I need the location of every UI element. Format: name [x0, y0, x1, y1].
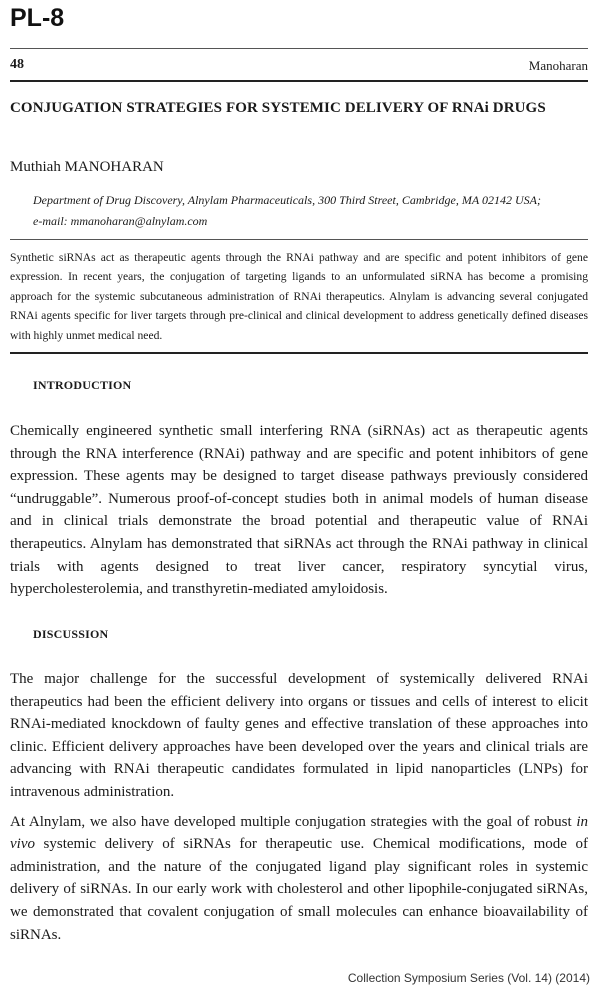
affiliation-address: Department of Drug Discovery, Alnylam Pharmaceuticals, 300 Third Street, Cambridge, MA 02142 USA; — [33, 193, 541, 207]
paper-code: PL-8 — [10, 4, 65, 32]
discussion-paragraph-2-end: systemic delivery of siRNAs for therapeutic use. Chemical modifications, mode of administration, and the nature of the conjugated ligand play significant roles in systemic delivery of siRNAs. In our early work with cholesterol and other lipophile-conjugated siRNAs, we demonstrated that covalent conjugation of small molecules can enhance bioavailability of siRNAs. — [10, 836, 589, 943]
introduction-paragraph: Chemically engineered synthetic small interfering RNA (siRNAs) act as therapeutic agents through the RNA interference (RNAi) pathway and are specific and potent inhibitors of gene expression. These agents may be designed to target disease pathways previously considered “undruggable”. Numerous proof-of-concept studies both in animal models of human disease and in clinical trials demonstrate the broad potential and therapeutic value of RNAi therapeutics. Alnylam has demonstrated that siRNAs act through the RNAi pathway in clinical trials with agents designed to treat liver cancer, respiratory syncytial virus, hypercholesterolemia, and transthyretin-mediated amyloidosis. — [10, 423, 588, 598]
article-title: CONJUGATION STRATEGIES FOR SYSTEMIC DELIVERY OF RNAi DRUGS — [10, 100, 546, 116]
running-head: Manoharan — [528, 58, 588, 73]
introduction-body — [10, 420, 588, 601]
discussion-heading: DISCUSSION — [33, 627, 109, 641]
introduction-heading: INTRODUCTION — [33, 378, 132, 392]
header-rule-thick — [10, 80, 588, 82]
abstract: Synthetic siRNAs act as therapeutic agents through the RNAi pathway and are specific and potent inhibitors of gene expression. In recent years, the conjugation of targeting ligands to an unformulated siRNA has become a promising approach for the systemic subcutaneous administration of RNAi therapeutics. Alnylam is advancing several conjugated RNAi agents specific for liver targets through pre-clinical and clinical development to address genetically defined diseases with highly unmet medical need. — [10, 251, 588, 342]
discussion-paragraph-2-start: At Alnylam, we also have developed multiple conjugation strategies with the goal of robust — [10, 813, 572, 830]
author-name: Muthiah MANOHARAN — [10, 159, 164, 175]
affiliation-email: e-mail: mmanoharan@alnylam.com — [33, 214, 208, 228]
discussion-paragraph-1: The major challenge for the successful development of systemically delivered RNAi therapeutics had been the efficient delivery into organs or tissues and cells of interest to elicit RNAi-mediated knockdown of faulty genes and effective translation of these approaches into clinic. Efficient delivery approaches have been developed over the years and clinical trials are advancing with RNAi therapeutic candidates formulated in lipid nanoparticles (LNPs) for intravenous administration. — [10, 671, 588, 800]
abstract-bottom-rule — [10, 352, 588, 354]
abstract-top-rule — [10, 239, 588, 240]
affiliation — [33, 190, 578, 232]
discussion-body — [10, 668, 588, 946]
page-number: 48 — [10, 57, 24, 72]
discussion-paragraph-2 — [10, 811, 588, 947]
series-footer: Collection Symposium Series (Vol. 14) (2014) — [347, 971, 590, 985]
in-vivo-italic: in vivo — [10, 813, 589, 853]
header-rule — [10, 48, 588, 49]
